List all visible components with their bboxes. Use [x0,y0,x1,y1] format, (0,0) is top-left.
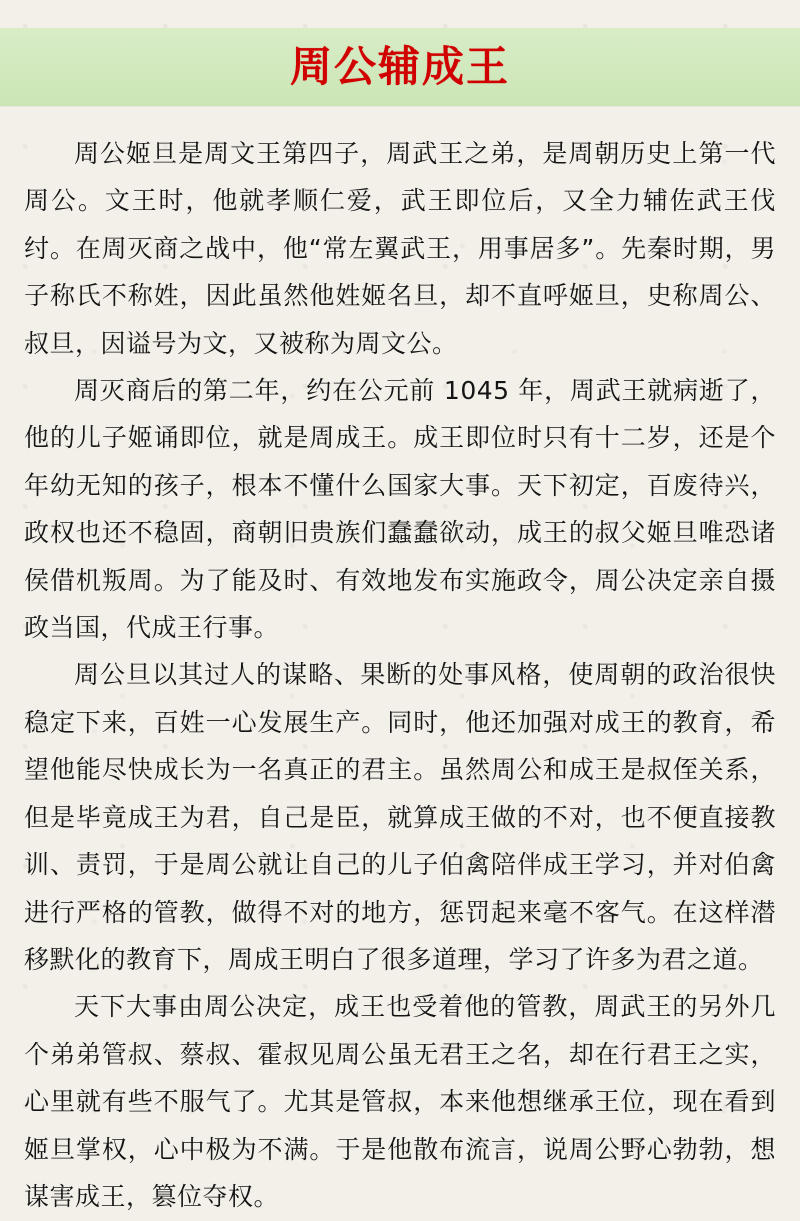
page-title: 周公辅成王 [289,42,510,91]
paragraph-3: 周公旦以其过人的谋略、果断的处事风格，使周朝的政治很快稳定下来，百姓一心发展生产。同时，他还加强对成王的教育，希望他能尽快成长为一名真正的君主。虽然周公和成王是叔侄关系，但是毕竟成王为君，自己是臣，就算成王做的不对，也不便直接教训、责罚，于是周公就让自己的儿子伯禽陪伴成王学习，并对伯禽进行严格的管教，做得不对的地方，惩罚起来毫不客气。在这样潜移默化的教育下，周成王明白了很多道理，学习了许多为君之道。 [24,660,776,974]
paragraph-2: 周灭商后的第二年，约在公元前 1045 年，周武王就病逝了，他的儿子姬诵即位，就是周成王。成王即位时只有十二岁，还是个年幼无知的孩子，根本不懂什么国家大事。天下初定，百废待兴，政权也还不稳固，商朝旧贵族们蠢蠢欲动，成王的叔父姬旦唯恐诸侯借机叛周。为了能及时、有效地发布实施政令，周公决定亲自摄政当国，代成王行事。 [24,376,776,643]
article-body [24,130,776,1220]
title-banner [0,28,800,106]
paragraph-1: 周公姬旦是周文王第四子，周武王之弟，是周朝历史上第一代周公。文王时，他就孝顺仁爱，武王即位后，又全力辅佐武王伐纣。在周灭商之战中，他“常左翼武王，用事居多”。先秦时期，男子称氏不称姓，因此虽然他姓姬名旦，却不直呼姬旦，史称周公、叔旦，因谥号为文，又被称为周文公。 [24,139,776,358]
paragraph-4: 天下大事由周公决定，成王也受着他的管教，周武王的另外几个弟弟管叔、蔡叔、霍叔见周公虽无君王之名，却在行君王之实，心里就有些不服气了。尤其是管叔，本来他想继承王位，现在看到姬旦掌权，心中极为不满。于是他散布流言，说周公野心勃勃，想谋害成王，篡位夺权。 [24,992,776,1211]
